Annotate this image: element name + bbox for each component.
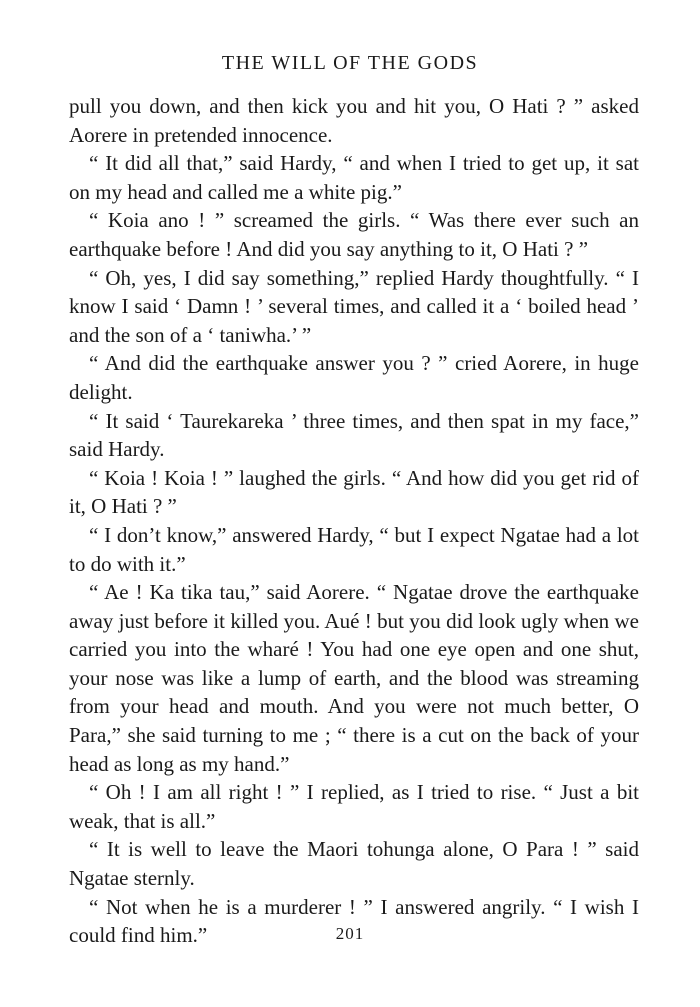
paragraph: “ And did the earthquake answer you ? ” cried Aorere, in huge delight. <box>69 351 639 404</box>
page-number: 201 <box>335 924 365 943</box>
paragraph: “ Koia ! Koia ! ” laughed the girls. “ And how did you get rid of it, O Hati ? ” <box>69 465 639 519</box>
running-head: THE WILL OF THE GODS <box>221 52 479 74</box>
paragraph: “ Oh, yes, I did say something,” replied Hardy thoughtfully. “ I know I said ‘ Damn ! ’ several times, and called it a ‘ boiled head ’ and the son of a ‘ taniwha.’ ” <box>69 265 639 347</box>
paragraph: “ Ae ! Ka tika tau,” said Aorere. “ Ngatae drove the earthquake away just before it killed you. Aué ! but you did look ugly when we carried you into the wharé ! You had one eye open and one shut, your nose was like a lump of earth, and the blood was streaming from your head and mouth. And you were not much better, O Para,” she said turning to me ; “ there is a cut on the back of your head as long as my hand.” <box>69 580 639 776</box>
body-text <box>69 92 639 950</box>
paragraph: “ It did all that,” said Hardy, “ and when I tried to get up, it sat on my head and called me a white pig.” <box>69 151 639 204</box>
paragraph: “ I don’t know,” answered Hardy, “ but I expect Ngatae had a lot to do with it.” <box>69 522 639 576</box>
paragraph: “ It is well to leave the Maori tohunga alone, O Para ! ” said Ngatae sternly. <box>69 837 639 891</box>
paragraph: “ It said ‘ Taurekareka ’ three times, and then spat in my face,” said Hardy. <box>69 408 639 462</box>
paragraph: “ Koia ano ! ” screamed the girls. “ Was there ever such an earthquake before ! And did you say anything to it, O Hati ? ” <box>69 208 639 261</box>
paragraph-continued: pull you down, and then kick you and hit you, O Hati ? ” asked Aorere in pretended innocence. <box>69 94 639 147</box>
paragraph: “ Oh ! I am all right ! ” I replied, as I tried to rise. “ Just a bit weak, that is all.” <box>69 780 639 833</box>
paragraph: “ Not when he is a murderer ! ” I answered angrily. “ I wish I could find him.” <box>69 894 639 948</box>
